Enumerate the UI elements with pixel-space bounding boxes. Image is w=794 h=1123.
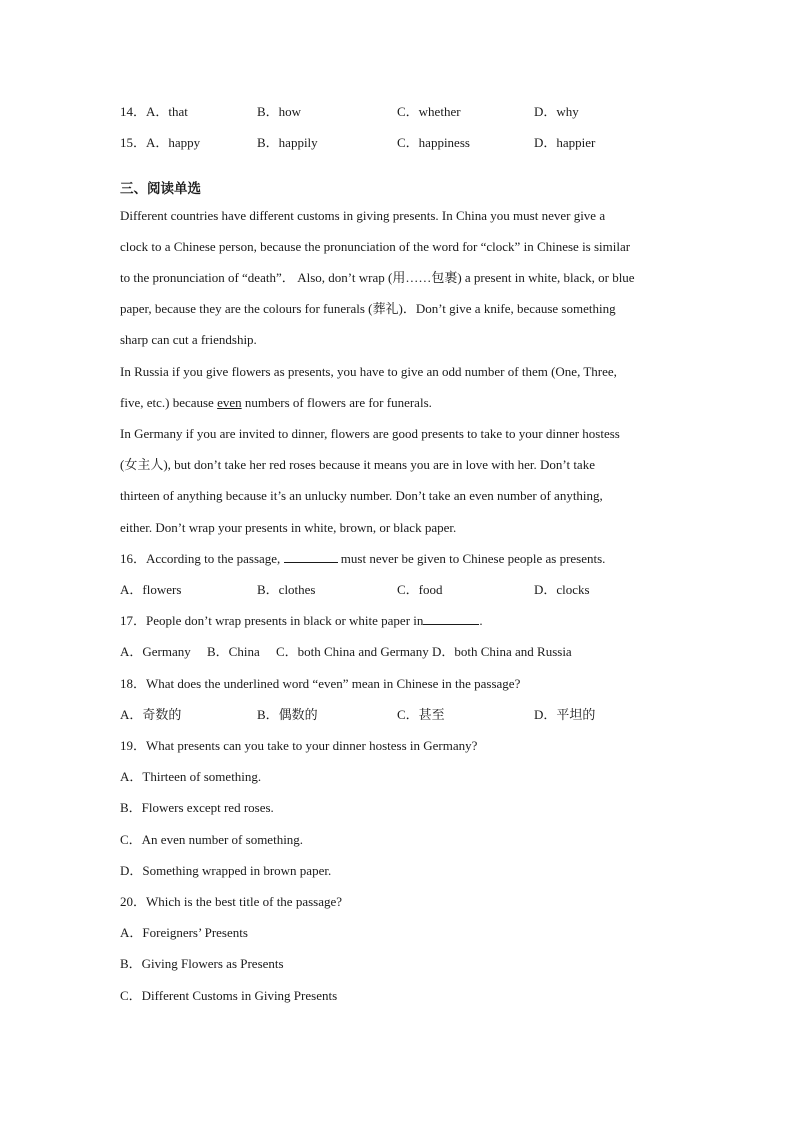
passage-line: either. Don’t wrap your presents in white, brown, or black paper. xyxy=(120,520,457,535)
answer-blank xyxy=(423,612,479,625)
q14-option-b: B．how xyxy=(257,104,302,119)
q16-option-d: D．clocks xyxy=(534,582,590,597)
q18-option-b: B．偶数的 xyxy=(257,707,318,722)
question-15 xyxy=(120,133,680,153)
q20-option-c: C．Different Customs in Giving Presents xyxy=(120,988,338,1003)
q20-option-a: A．Foreigners’ Presents xyxy=(120,925,248,940)
q16-option-b: B．clothes xyxy=(257,582,316,597)
q15-option-a: 15．A．happy xyxy=(120,135,201,150)
passage-line: five, etc.) because even numbers of flowers are for funerals. xyxy=(120,395,432,410)
q14-option-c: C．whether xyxy=(397,104,461,119)
passage-line: thirteen of anything because it’s an unlucky number. Don’t take an even number of anything, xyxy=(120,488,603,503)
passage-line: to the pronunciation of “death”． Also, don’t wrap (用……包裹) a present in white, black, or blue xyxy=(120,270,635,285)
section-heading: 三、阅读单选 xyxy=(120,181,201,197)
question-17-stem: 17．People don’t wrap presents in black or white paper in . xyxy=(120,613,483,628)
question-18-options xyxy=(120,705,680,725)
question-18-stem: 18．What does the underlined word “even” mean in Chinese in the passage? xyxy=(120,676,521,691)
passage-line: clock to a Chinese person, because the pronunciation of the word for “clock” in Chinese is similar xyxy=(120,239,631,254)
q14-option-d: D．why xyxy=(534,104,579,119)
q20-option-b: B．Giving Flowers as Presents xyxy=(120,956,284,971)
q15-option-d: D．happier xyxy=(534,135,596,150)
passage-line: In Germany if you are invited to dinner, flowers are good presents to take to your dinner hostess xyxy=(120,426,620,441)
underlined-word-even: even xyxy=(217,395,242,410)
question-19-stem: 19．What presents can you take to your dinner hostess in Germany? xyxy=(120,738,478,753)
q19-option-d: D．Something wrapped in brown paper. xyxy=(120,863,332,878)
q15-option-b: B．happily xyxy=(257,135,318,150)
question-20-stem: 20．Which is the best title of the passage? xyxy=(120,894,343,909)
question-17-options: A．Germany B．China C．both China and Germany D．both China and Russia xyxy=(120,644,572,659)
q19-option-b: B．Flowers except red roses. xyxy=(120,800,274,815)
passage-line: paper, because they are the colours for funerals (葬礼)．Don’t give a knife, because something xyxy=(120,301,616,316)
answer-blank xyxy=(284,550,338,563)
passage-line: In Russia if you give flowers as presents, you have to give an odd number of them (One, Three, xyxy=(120,364,617,379)
q16-option-a: A．flowers xyxy=(120,582,182,597)
question-16-options xyxy=(120,580,680,600)
passage-line: Different countries have different customs in giving presents. In China you must never give a xyxy=(120,208,606,223)
q16-option-c: C．food xyxy=(397,582,443,597)
passage-line: (女主人), but don’t take her red roses because it means you are in love with her. Don’t take xyxy=(120,457,595,472)
q18-option-d: D．平坦的 xyxy=(534,707,596,722)
q14-option-a: 14．A．that xyxy=(120,104,188,119)
q15-option-c: C．happiness xyxy=(397,135,470,150)
passage-line: sharp can cut a friendship. xyxy=(120,332,257,347)
q18-option-a: A．奇数的 xyxy=(120,707,182,722)
q19-option-a: A．Thirteen of something. xyxy=(120,769,262,784)
question-14 xyxy=(120,102,680,122)
q18-option-c: C．甚至 xyxy=(397,707,445,722)
q19-option-c: C．An even number of something. xyxy=(120,832,304,847)
question-16-stem: 16．According to the passage, must never be given to Chinese people as presents. xyxy=(120,551,606,566)
